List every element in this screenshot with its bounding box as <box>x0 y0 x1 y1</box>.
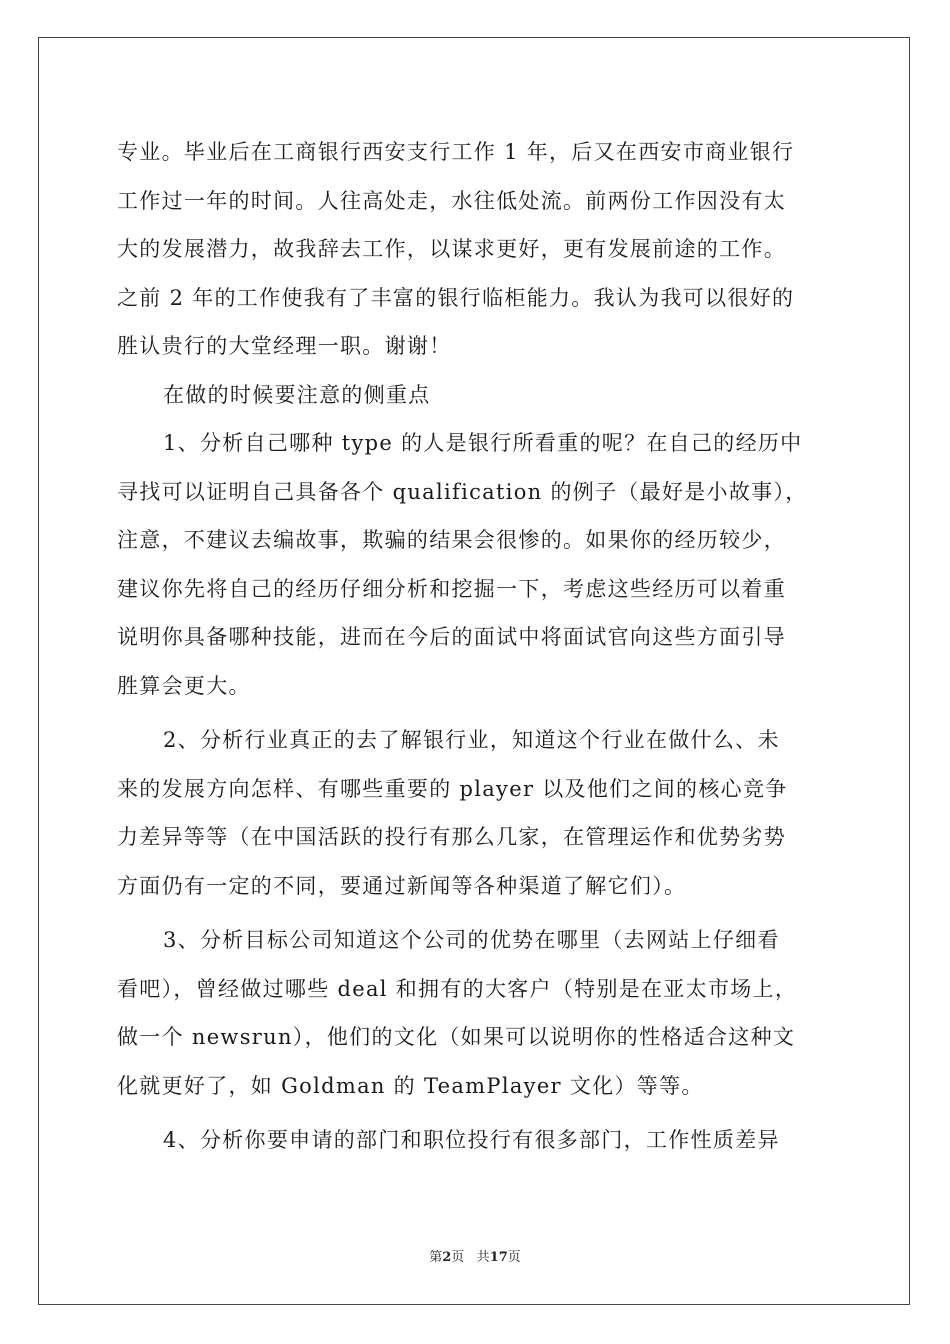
page-number: 2 <box>442 1250 452 1265</box>
paragraph-heading <box>117 371 837 420</box>
document-body <box>117 128 837 1165</box>
text-line: 胜算会更大。 <box>117 673 251 698</box>
text-line: 1、分析自己哪种 type 的人是银行所看重的呢？在自己的经历中 <box>163 431 803 455</box>
text-line: 注意，不建议去编故事，欺骗的结果会很惨的。如果你的经历较少， <box>117 528 786 552</box>
text-line: 来的发展方向怎样、有哪些重要的 player 以及他们之间的核心竞争 <box>117 776 788 801</box>
paragraph-point-2 <box>117 716 837 910</box>
text-line: 建议你先将自己的经历仔细分析和挖掘一下，考虑这些经历可以着重 <box>117 576 786 601</box>
text-line: 说明你具备哪种技能，进而在今后的面试中将面试官向这些方面引导 <box>117 625 786 649</box>
text-line: 大的发展潜力，故我辞去工作，以谋求更好，更有发展前途的工作。 <box>117 237 786 261</box>
footer-total-suffix: 页 <box>507 1250 521 1265</box>
text-line: 方面仍有一定的不同，要通过新闻等各种渠道了解它们）。 <box>117 873 687 898</box>
text-line: 3、分析目标公司知道这个公司的优势在哪里（去网站上仔细看 <box>163 928 780 952</box>
page-total: 17 <box>489 1250 508 1265</box>
text-line: 胜认贵行的大堂经理一职。谢谢！ <box>117 334 452 358</box>
page-footer <box>0 1246 950 1265</box>
text-line: 工作过一年的时间。人往高处走，水往低处流。前两份工作因没有太 <box>117 188 786 213</box>
paragraph-point-3 <box>117 916 837 1110</box>
text-line: 做一个 newsrun），他们的文化（如果可以说明你的性格适合这种文 <box>117 1025 796 1049</box>
text-line: 2、分析行业真正的去了解银行业，知道这个行业在做什么、未 <box>163 728 780 752</box>
footer-prefix: 第 <box>429 1250 443 1265</box>
text-line: 寻找可以证明自己具备各个 qualification 的例子（最好是小故事）， <box>117 479 808 504</box>
paragraph-intro <box>117 128 837 371</box>
text-line: 力差异等等（在中国活跃的投行有那么几家，在管理运作和优势劣势 <box>117 825 786 849</box>
text-line: 4、分析你要申请的部门和职位投行有很多部门，工作性质差异 <box>163 1128 780 1152</box>
paragraph-point-4 <box>117 1116 837 1165</box>
text-line: 看吧），曾经做过哪些 deal 和拥有的大客户（特别是在亚太市场上， <box>117 976 798 1001</box>
text-line: 专业。毕业后在工商银行西安支行工作 1 年，后又在西安市商业银行 <box>117 140 795 164</box>
paragraph-point-1 <box>117 419 837 710</box>
footer-total-prefix: 共 <box>476 1250 490 1265</box>
footer-page-suffix: 页 <box>451 1250 465 1265</box>
text-line: 之前 2 年的工作使我有了丰富的银行临柜能力。我认为我可以很好的 <box>117 285 795 310</box>
section-heading: 在做的时候要注意的侧重点 <box>163 382 431 407</box>
text-line: 化就更好了，如 Goldman 的 TeamPlayer 文化）等等。 <box>117 1073 704 1098</box>
